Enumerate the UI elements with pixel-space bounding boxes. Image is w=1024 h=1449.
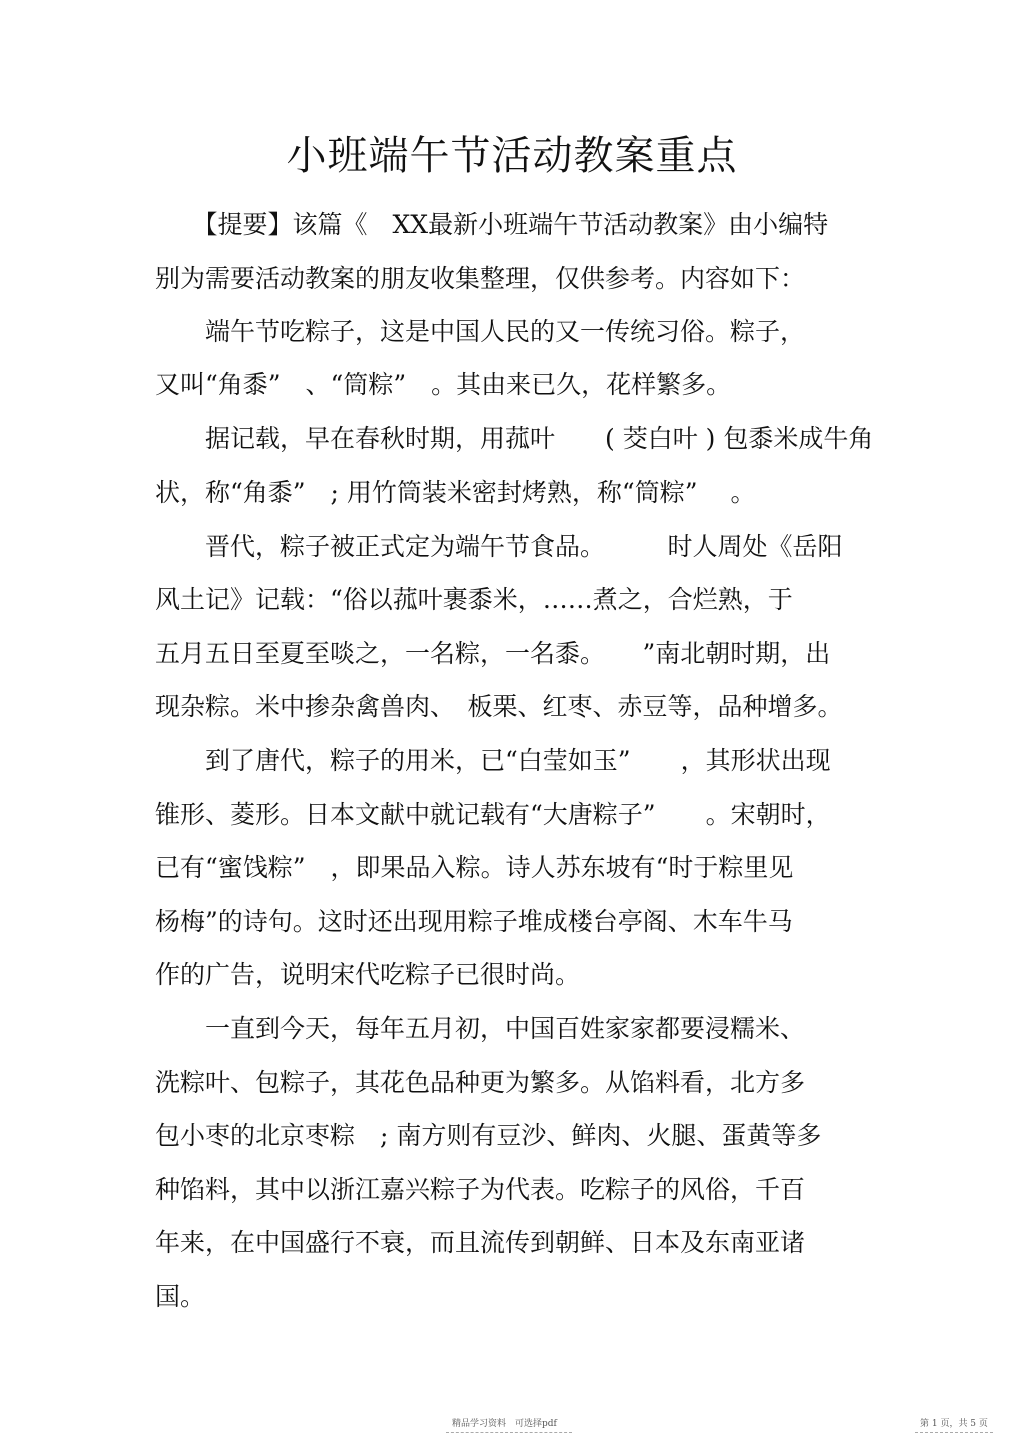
page-title: 小班端午节活动教案重点 — [286, 133, 738, 179]
body-line-10: 现杂粽。米中掺杂禽兽肉、 板栗、红枣、赤豆等，品种增多。 — [155, 692, 843, 721]
body-line-14: 杨梅”的诗句。这时还出现用粽子堆成楼台亭阁、木车牛马 — [155, 907, 793, 936]
body-line-17: 洗粽叶、包粽子，其花色品种更为繁多。从馅料看，北方多 — [155, 1068, 806, 1097]
footer-page-number: 第 1 页，共 5 页 — [920, 1419, 988, 1429]
footer-left-divider — [446, 1432, 572, 1433]
body-line-20: 年来，在中国盛行不衰，而且流传到朝鲜、日本及东南亚诸 — [155, 1228, 806, 1257]
body-line-09: 五月五日至夏至啖之，一名粽，一名黍。 ”南北朝时期，出 — [155, 639, 831, 668]
body-line-02: 别为需要活动教案的朋友收集整理，仅供参考。内容如下： — [155, 264, 806, 293]
body-line-16: 一直到今天，每年五月初，中国百姓家家都要浸糯米、 — [155, 1014, 806, 1043]
body-line-12: 锥形、菱形。日本文献中就记载有“大唐粽子” 。宋朝时， — [155, 800, 831, 829]
body-line-18: 包小枣的北京枣粽 ; 南方则有豆沙、鲜肉、火腿、蛋黄等多 — [155, 1121, 822, 1150]
body-line-21: 国。 — [155, 1282, 206, 1311]
body-line-15: 作的广告，说明宋代吃粽子已很时尚。 — [155, 960, 581, 989]
body-line-08: 风土记》记载：“俗以菰叶裹黍米，……煮之，合烂熟，于 — [155, 585, 793, 614]
body-line-05: 据记载，早在春秋时期，用菰叶 ( 茭白叶 ) 包黍米成牛角 — [155, 424, 874, 453]
body-line-07: 晋代，粽子被正式定为端午节食品。 时人周处《岳阳 — [155, 532, 843, 561]
body-line-06: 状，称“角黍” ; 用竹筒装米密封烤熟，称“筒粽” 。 — [155, 478, 756, 507]
footer-right-divider — [915, 1432, 993, 1433]
body-line-01: 【提要】该篇《 XX最新小班端午节活动教案》由小编特 — [155, 210, 829, 239]
body-line-04: 又叫“角黍” 、“筒粽” 。其由来已久，花样繁多。 — [155, 370, 732, 399]
body-line-13: 已有“蜜饯粽” ，即果品入粽。诗人苏东坡有“时于粽里见 — [155, 853, 794, 882]
body-line-11: 到了唐代，粽子的用米，已“白莹如玉” ，其形状出现 — [155, 746, 831, 775]
footer-source-note: 精品学习资料 可选择pdf — [452, 1419, 557, 1429]
body-line-19: 种馅料，其中以浙江嘉兴粽子为代表。吃粽子的风俗，千百 — [155, 1175, 806, 1204]
body-line-03: 端午节吃粽子，这是中国人民的又一传统习俗。粽子， — [155, 317, 806, 346]
